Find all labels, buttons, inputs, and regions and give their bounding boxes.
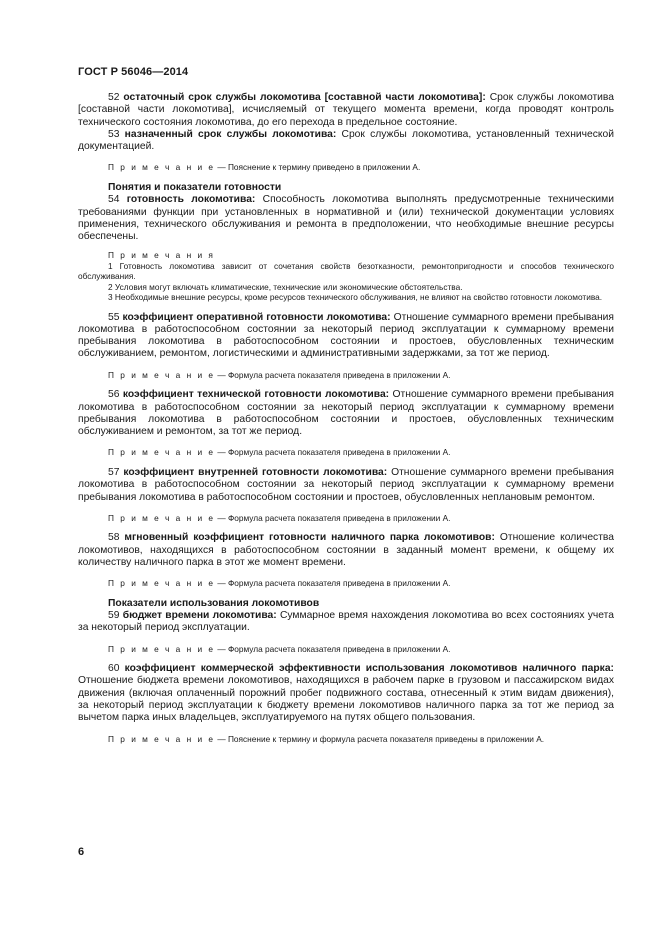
note-label: П р и м е ч а н и е	[108, 578, 216, 589]
entry-60	[78, 663, 614, 724]
entry-number: 59	[108, 610, 120, 622]
entry-definition: Срок службы локомотива, установленный технической документацией.	[78, 128, 614, 153]
page-number: 6	[78, 846, 85, 858]
entry-52	[78, 92, 614, 129]
entry-number: 53	[108, 128, 120, 140]
note-text: — Формула расчета показателя приведена в приложении А.	[215, 578, 451, 589]
document-header: ГОСТ Р 56046—2014	[78, 66, 189, 78]
entry-definition: Срок службы локомотива [составной части локомотива], исчисляемый от текущего момента времени, когда проводят контроль технического состояния локомотива, до его перехода в предельное состояние.	[78, 92, 614, 128]
note-label: П р и м е ч а н и е	[108, 643, 216, 654]
entry-number: 56	[108, 389, 120, 401]
entry-58	[78, 532, 614, 569]
entry-number: 58	[108, 532, 120, 544]
note-label: П р и м е ч а н и е	[108, 162, 216, 173]
note-text: — Формула расчета показателя приведена в приложении А.	[215, 369, 451, 380]
entry-definition: Отношение количества локомотивов, находящихся в работоспособном состоянии в заданный момент времени, к общему их количеству наличного парка в этот же момент времени.	[78, 532, 614, 568]
note-text: — Формула расчета показателя приведена в приложении А.	[215, 512, 451, 523]
entry-term: коэффициент оперативной готовности локомотива:	[122, 311, 391, 323]
document-body	[78, 92, 614, 753]
note-item: 2 Условия могут включать климатические, технические или экономические обстоятельства.	[108, 281, 463, 292]
note-item: 3 Необходимые внешние ресурсы, кроме ресурсов технического обслуживания, не влияют на свойство готовности локомотива.	[108, 292, 603, 303]
entry-number: 52	[108, 92, 120, 103]
entry-term: коэффициент технической готовности локомотива:	[122, 389, 390, 401]
entry-term: коэффициент внутренней готовности локомотива:	[123, 466, 388, 478]
note-58	[78, 578, 614, 589]
note-item: 1 Готовность локомотива зависит от сочетания свойств безотказности, ремонтопригодности и способов технического обслуживания.	[78, 260, 614, 282]
note-60	[78, 734, 614, 745]
note-59	[78, 644, 614, 655]
entry-54	[78, 194, 614, 243]
entry-57	[78, 467, 614, 504]
note-label: П р и м е ч а н и е	[108, 447, 216, 458]
entry-definition: Отношение суммарного времени пребывания локомотива в работоспособном состоянии за некоторый период эксплуатации к суммарному времени пребывания локомотива в работоспособном состоянии и простоев, обусловленных неплановым ремонтом.	[78, 466, 614, 503]
entry-definition: Отношение бюджета времени локомотивов, находящихся в рабочем парке в грузовом и пассажирском видах движения (включая оплаченный порожний пробег подвижного состава, отнесенный к этим видам движения), за некоторый период эксплуатации к бюджету времени локомотивов наличного парка за тот же период за вычетом парка иных владельцев, эксплуатируемого на путях общего пользования.	[78, 675, 614, 724]
entry-59	[78, 610, 614, 635]
note-text: — Формула расчета показателя приведена в приложении А.	[215, 643, 451, 654]
entry-55	[78, 312, 614, 361]
entry-number: 55	[108, 311, 120, 323]
entry-number: 54	[108, 194, 120, 206]
note-56	[78, 447, 614, 458]
note-label: П р и м е ч а н и е	[108, 512, 216, 523]
note-53	[78, 162, 614, 173]
note-label: П р и м е ч а н и е	[108, 369, 216, 380]
note-label: П р и м е ч а н и е	[108, 733, 216, 744]
entry-53	[78, 129, 614, 154]
entry-term: бюджет времени локомотива:	[122, 610, 277, 622]
entry-number: 57	[108, 466, 120, 478]
entry-definition: Способность локомотива выполнять предусмотренные техническими требованиями функции при установленных в нормативной и (или) технической документации условиях применения, технического обслуживания и ремонта в предположении, что необходимые внешние ресурсы обеспечены.	[78, 194, 614, 243]
section-heading-readiness: Понятия и показатели готовности	[108, 181, 282, 193]
entry-term: мгновенный коэффициент готовности наличного парка локомотивов:	[124, 532, 495, 544]
entry-term: остаточный срок службы локомотива [составной части локомотива]:	[123, 92, 486, 103]
note-text: — Пояснение к термину и формула расчета показателя приведены в приложении А.	[215, 733, 545, 744]
entry-number: 60	[108, 663, 120, 675]
entry-term: назначенный срок службы локомотива:	[124, 128, 337, 140]
entry-definition: Отношение суммарного времени пребывания локомотива в работоспособном состоянии за некоторый период эксплуатации к суммарному времени пребывания локомотива в работоспособном состоянии и простоев, обусловленных техническим обслуживанием, ремонтом, логистическими и административными задержками, за тот же период.	[78, 311, 614, 360]
entry-definition: Суммарное время нахождения локомотива во всех состояниях учета за некоторый период эксплуатации.	[78, 610, 614, 634]
notes-54	[78, 250, 614, 302]
notes-label: П р и м е ч а н и я	[108, 250, 215, 261]
note-55	[78, 370, 614, 381]
entry-56	[78, 389, 614, 438]
entry-term: готовность локомотива:	[126, 194, 256, 206]
section-heading-usage: Показатели использования локомотивов	[108, 597, 320, 609]
entry-term: коэффициент коммерческой эффективности использования локомотивов наличного парка:	[124, 663, 614, 675]
entry-definition: Отношение суммарного времени пребывания локомотива в работоспособном состоянии за некоторый период эксплуатации к суммарному времени пребывания локомотива в работоспособном состоянии и простоев, обусловленных техническим обслуживанием и ремонтом, за тот же период.	[78, 389, 614, 438]
note-57	[78, 513, 614, 524]
note-text: — Формула расчета показателя приведена в приложении А.	[215, 447, 451, 458]
note-text: — Пояснение к термину приведено в приложении А.	[215, 162, 421, 173]
